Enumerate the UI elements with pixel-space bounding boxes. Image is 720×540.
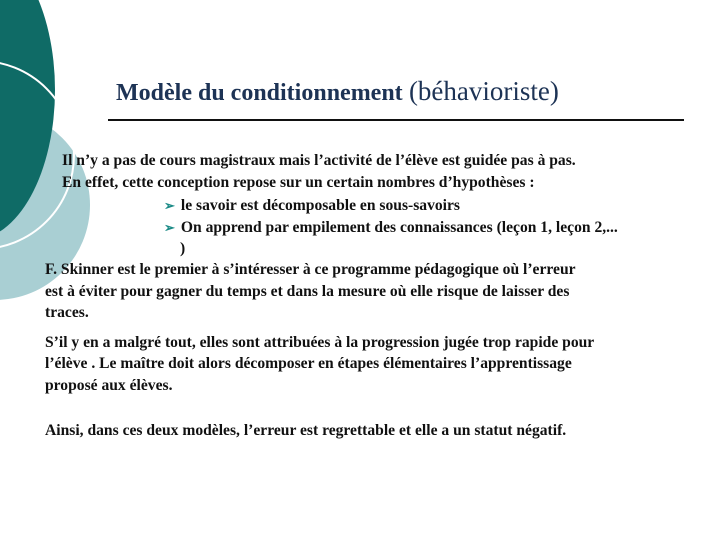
bullet-text: le savoir est décomposable en sous-savoirs: [180, 197, 461, 214]
arrow-bullet-icon: ➢: [164, 220, 175, 235]
skinner-line-1: F. Skinner est le premier à s’intéresser à ce programme pédagogique où l’erreur: [45, 261, 576, 278]
progress-line-1: S’il y en a malgré tout, elles sont attribuées à la progression jugée trop rapide pour: [45, 334, 595, 351]
skinner-line-3: traces.: [45, 304, 89, 321]
title-qualifier: (béhavioriste): [408, 76, 559, 106]
title-main: Modèle du conditionnement: [116, 80, 403, 106]
slide-title: [116, 76, 559, 107]
intro-line-1: Il n’y a pas de cours magistraux mais l’activité de l’élève est guidée pas à pas.: [62, 152, 576, 169]
arrow-bullet-icon: ➢: [164, 198, 175, 213]
bullet-item: [164, 217, 618, 239]
title-underline: [108, 119, 684, 121]
conclusion-line: Ainsi, dans ces deux modèles, l’erreur est regrettable et elle a un statut négatif.: [45, 422, 567, 439]
intro-line-2: En effet, cette conception repose sur un certain nombres d’hypothèses :: [62, 174, 535, 191]
bullet-continuation: ): [180, 240, 186, 257]
progress-line-3: proposé aux élèves.: [45, 377, 173, 394]
bullet-item: [164, 195, 460, 217]
bullet-text: On apprend par empilement des connaissances (leçon 1, leçon 2,...: [180, 219, 618, 236]
skinner-line-2: est à éviter pour gagner du temps et dans la mesure où elle risque de laisser des: [45, 283, 570, 300]
progress-line-2: l’élève . Le maître doit alors décomposer en étapes élémentaires l’apprentissage: [45, 355, 572, 372]
